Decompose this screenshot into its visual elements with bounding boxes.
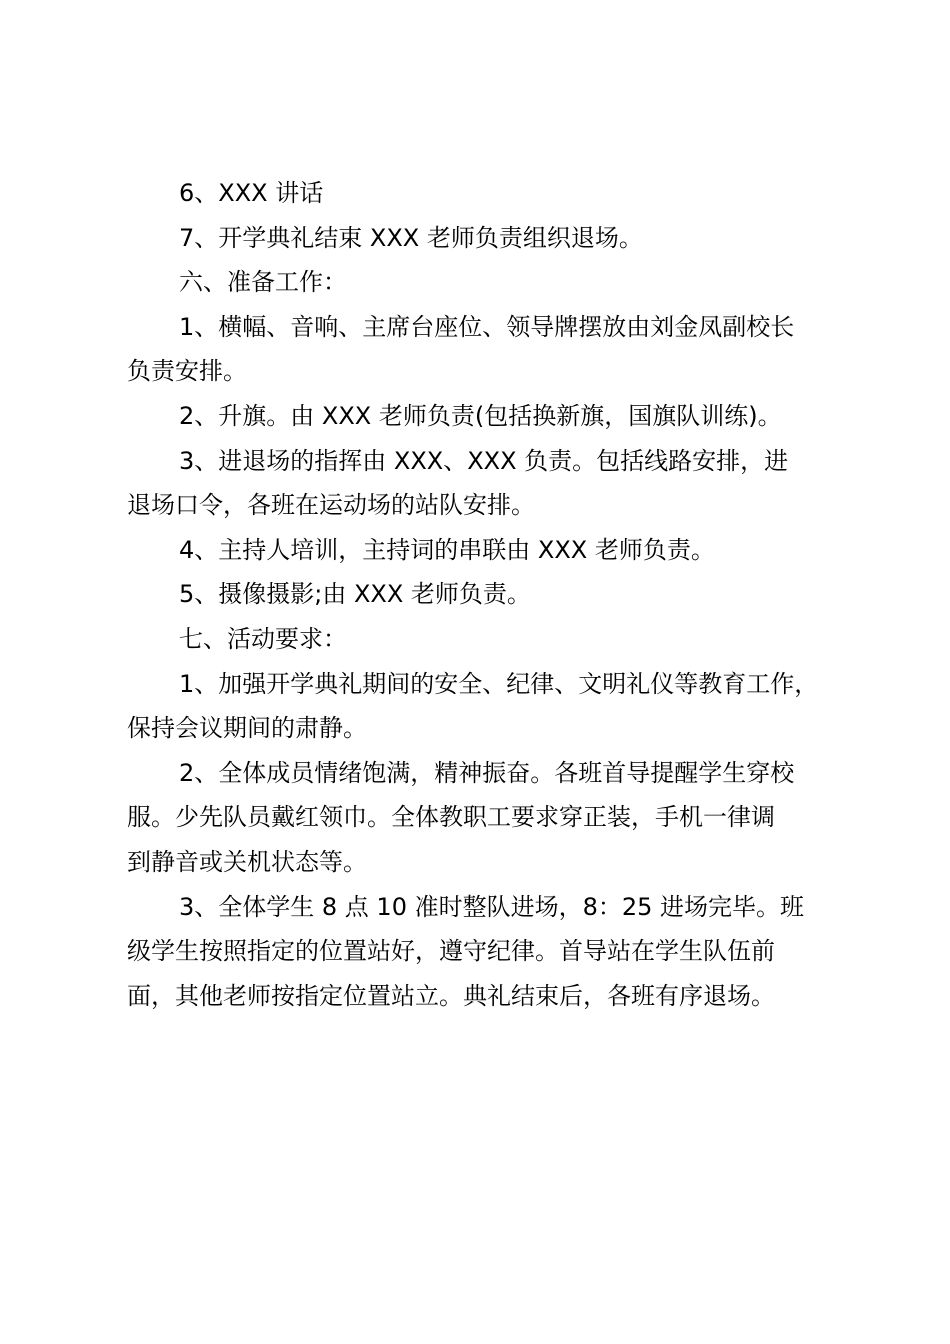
text-line: 2、升旗。由 XXX 老师负责(包括换新旗，国旗队训练)。	[179, 401, 782, 430]
text-line: 服。少先队员戴红领巾。全体教职工要求穿正装，手机一律调	[127, 803, 775, 832]
text-line: 到静音或关机状态等。	[127, 847, 367, 876]
text-line: 1、加强开学典礼期间的安全、纪律、文明礼仪等教育工作，	[179, 669, 819, 698]
text-line: 3、全体学生 8 点 10 准时整队进场，8：25 进场完毕。班	[179, 892, 805, 921]
section-heading: 七、活动要求：	[179, 624, 347, 653]
text-line: 面，其他老师按指定位置站立。典礼结束后，各班有序退场。	[127, 981, 775, 1010]
section-heading: 六、准备工作：	[179, 268, 347, 297]
text-line: 6、XXX 讲话	[179, 179, 324, 207]
text-line: 3、进退场的指挥由 XXX、XXX 负责。包括线路安排，进	[179, 446, 789, 475]
text-line: 1、横幅、音响、主席台座位、领导牌摆放由刘金凤副校长	[179, 312, 795, 341]
text-line: 2、全体成员情绪饱满，精神振奋。各班首导提醒学生穿校	[179, 758, 795, 787]
text-line: 级学生按照指定的位置站好，遵守纪律。首导站在学生队伍前	[127, 937, 775, 966]
text-line: 4、主持人培训，主持词的串联由 XXX 老师负责。	[179, 535, 715, 564]
text-line: 保持会议期间的肃静。	[127, 714, 367, 743]
text-line: 退场口令，各班在运动场的站队安排。	[127, 491, 535, 520]
text-line: 5、摄像摄影;由 XXX 老师负责。	[179, 580, 531, 609]
text-line: 7、开学典礼结束 XXX 老师负责组织退场。	[179, 223, 643, 252]
document-body	[127, 171, 847, 1018]
text-line: 负责安排。	[127, 357, 247, 386]
